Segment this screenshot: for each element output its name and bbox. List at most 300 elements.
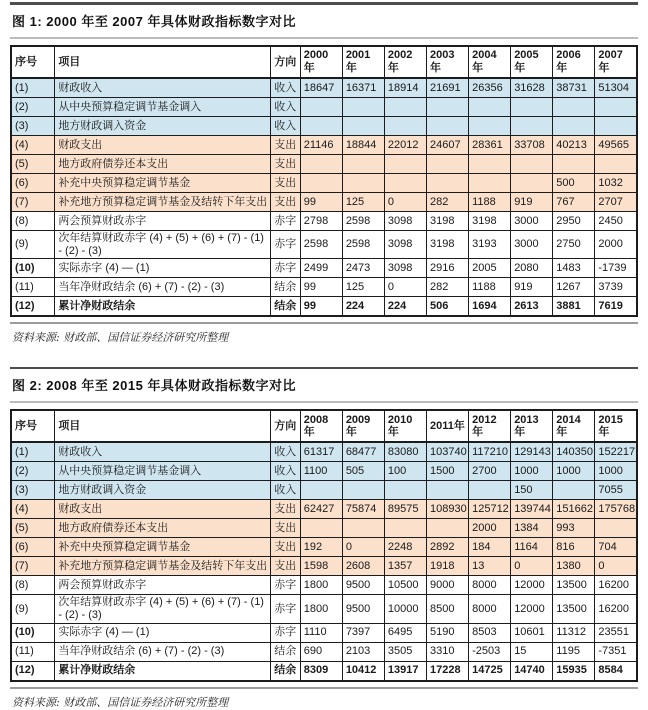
figure-2-source: 资料来源: 财政部、国信证券经济研究所整理 xyxy=(12,695,229,709)
value-cell: 6495 xyxy=(384,623,426,642)
figure-2-title: 图 2: 2008 年至 2015 年具体财政指标数字对比 xyxy=(12,378,296,394)
value-cell xyxy=(384,117,426,136)
value-cell: 3881 xyxy=(553,297,595,317)
value-cell: 7397 xyxy=(342,623,384,642)
value-cell: 767 xyxy=(553,193,595,212)
column-header: 2005年 xyxy=(511,46,553,78)
table-row xyxy=(11,212,637,231)
value-cell: 13500 xyxy=(553,576,595,595)
value-cell: 2080 xyxy=(511,259,553,278)
item-cell: 当年净财政结余 (6) + (7) - (2) - (3) xyxy=(55,278,271,297)
value-cell: 2598 xyxy=(342,231,384,259)
column-header: 2014年 xyxy=(553,410,595,442)
value-cell: 8000 xyxy=(469,595,511,623)
value-cell: 2000 xyxy=(595,231,637,259)
value-cell xyxy=(553,98,595,117)
item-cell: 实际赤字 (4) — (1) xyxy=(55,259,271,278)
value-cell: 9500 xyxy=(342,595,384,623)
value-cell: 117210 xyxy=(469,442,511,462)
value-cell xyxy=(384,174,426,193)
value-cell: 2700 xyxy=(469,462,511,481)
direction-cell: 支出 xyxy=(271,557,300,576)
seq-cell: (3) xyxy=(11,117,55,136)
item-cell: 补充地方预算稳定调节基金及结转下年支出 xyxy=(55,193,271,212)
value-cell: 993 xyxy=(553,519,595,538)
item-cell: 从中央预算稳定调节基金调入 xyxy=(55,98,271,117)
direction-cell: 收入 xyxy=(271,78,300,98)
value-cell: 2950 xyxy=(553,212,595,231)
value-cell: 26356 xyxy=(469,78,511,98)
value-cell xyxy=(384,481,426,500)
value-cell xyxy=(553,155,595,174)
value-cell: 2613 xyxy=(511,297,553,317)
column-header: 项目 xyxy=(55,410,271,442)
item-cell: 地方财政调入资金 xyxy=(55,481,271,500)
table-row xyxy=(11,259,637,278)
direction-cell: 收入 xyxy=(271,462,300,481)
seq-cell: (10) xyxy=(11,623,55,642)
direction-cell: 支出 xyxy=(271,193,300,212)
value-cell xyxy=(342,155,384,174)
value-cell xyxy=(427,117,469,136)
table-row xyxy=(11,136,637,155)
value-cell: 61317 xyxy=(300,442,342,462)
value-cell: 49565 xyxy=(595,136,637,155)
value-cell: 224 xyxy=(342,297,384,317)
seq-cell: (2) xyxy=(11,98,55,117)
direction-cell: 收入 xyxy=(271,481,300,500)
value-cell: 3505 xyxy=(384,642,426,661)
item-cell: 财政收入 xyxy=(55,78,271,98)
value-cell: 33708 xyxy=(511,136,553,155)
value-cell xyxy=(427,155,469,174)
table-row xyxy=(11,174,637,193)
value-cell: 2103 xyxy=(342,642,384,661)
value-cell: 38731 xyxy=(553,78,595,98)
item-cell: 累计净财政结余 xyxy=(55,297,271,317)
value-cell: 506 xyxy=(427,297,469,317)
item-cell: 两会预算财政赤字 xyxy=(55,576,271,595)
value-cell: 15935 xyxy=(553,661,595,681)
value-cell: 1598 xyxy=(300,557,342,576)
value-cell: 12000 xyxy=(511,595,553,623)
value-cell: 1483 xyxy=(553,259,595,278)
value-cell: 0 xyxy=(342,538,384,557)
direction-cell: 支出 xyxy=(271,174,300,193)
value-cell: 7055 xyxy=(595,481,637,500)
column-header: 2006年 xyxy=(553,46,595,78)
value-cell: 2450 xyxy=(595,212,637,231)
value-cell xyxy=(595,519,637,538)
value-cell: 1100 xyxy=(300,462,342,481)
value-cell: 0 xyxy=(384,278,426,297)
value-cell: 18647 xyxy=(300,78,342,98)
value-cell: 1694 xyxy=(469,297,511,317)
direction-cell: 赤字 xyxy=(271,259,300,278)
value-cell: 75874 xyxy=(342,500,384,519)
item-cell: 地方政府债券还本支出 xyxy=(55,155,271,174)
seq-cell: (4) xyxy=(11,500,55,519)
value-cell xyxy=(511,98,553,117)
table-row xyxy=(11,557,637,576)
value-cell: -2503 xyxy=(469,642,511,661)
column-header: 2007年 xyxy=(595,46,637,78)
direction-cell: 支出 xyxy=(271,519,300,538)
value-cell: 51304 xyxy=(595,78,637,98)
seq-cell: (5) xyxy=(11,519,55,538)
value-cell xyxy=(300,155,342,174)
value-cell: 1357 xyxy=(384,557,426,576)
figure-1-table xyxy=(10,45,638,317)
value-cell xyxy=(342,174,384,193)
value-cell: -1739 xyxy=(595,259,637,278)
value-cell: 0 xyxy=(595,557,637,576)
item-cell: 累计净财政结余 xyxy=(55,661,271,681)
seq-cell: (1) xyxy=(11,442,55,462)
value-cell: 2499 xyxy=(300,259,342,278)
seq-cell: (12) xyxy=(11,661,55,681)
value-cell: 13500 xyxy=(553,595,595,623)
figure-1-source: 资料来源: 财政部、国信证券经济研究所整理 xyxy=(12,331,229,345)
value-cell: 1164 xyxy=(511,538,553,557)
table-row xyxy=(11,297,637,317)
value-cell xyxy=(384,98,426,117)
column-header: 2013年 xyxy=(511,410,553,442)
value-cell: 152217 xyxy=(595,442,637,462)
table-row xyxy=(11,462,637,481)
direction-cell: 收入 xyxy=(271,442,300,462)
direction-cell: 结余 xyxy=(271,661,300,681)
value-cell: 103740 xyxy=(427,442,469,462)
seq-cell: (6) xyxy=(11,538,55,557)
value-cell: 99 xyxy=(300,193,342,212)
direction-cell: 支出 xyxy=(271,155,300,174)
value-cell: 14725 xyxy=(469,661,511,681)
value-cell: 1800 xyxy=(300,595,342,623)
value-cell: 2750 xyxy=(553,231,595,259)
value-cell: 3193 xyxy=(469,231,511,259)
table-row xyxy=(11,155,637,174)
figure-1-title: 图 1: 2000 年至 2007 年具体财政指标数字对比 xyxy=(12,14,296,29)
value-cell: 1800 xyxy=(300,576,342,595)
item-cell: 次年结算财政赤字 (4) + (5) + (6) + (7) - (1) - (2) - (3) xyxy=(55,595,271,623)
table-row xyxy=(11,519,637,538)
direction-cell: 赤字 xyxy=(271,212,300,231)
value-cell: 2000 xyxy=(469,519,511,538)
value-cell: 704 xyxy=(595,538,637,557)
value-cell: 151662 xyxy=(553,500,595,519)
value-cell: 224 xyxy=(384,297,426,317)
direction-cell: 赤字 xyxy=(271,595,300,623)
seq-cell: (7) xyxy=(11,193,55,212)
value-cell: 16200 xyxy=(595,595,637,623)
value-cell: 1500 xyxy=(427,462,469,481)
seq-cell: (12) xyxy=(11,297,55,317)
table-row xyxy=(11,278,637,297)
value-cell xyxy=(595,98,637,117)
value-cell: 1000 xyxy=(553,462,595,481)
column-header: 2011年 xyxy=(427,410,469,442)
table-row xyxy=(11,481,637,500)
value-cell: 12000 xyxy=(511,576,553,595)
value-cell xyxy=(553,481,595,500)
value-cell: 8309 xyxy=(300,661,342,681)
value-cell: 11312 xyxy=(553,623,595,642)
value-cell: 1188 xyxy=(469,278,511,297)
seq-cell: (6) xyxy=(11,174,55,193)
table-row xyxy=(11,576,637,595)
mid-divider xyxy=(10,367,638,369)
value-cell: 9500 xyxy=(342,576,384,595)
direction-cell: 支出 xyxy=(271,538,300,557)
figure-2-title-divider xyxy=(10,401,638,403)
value-cell: 2608 xyxy=(342,557,384,576)
value-cell: 2473 xyxy=(342,259,384,278)
column-header: 2000年 xyxy=(300,46,342,78)
value-cell: 1380 xyxy=(553,557,595,576)
value-cell: 2248 xyxy=(384,538,426,557)
value-cell: 108930 xyxy=(427,500,469,519)
item-cell: 财政支出 xyxy=(55,136,271,155)
value-cell: 5190 xyxy=(427,623,469,642)
value-cell: 816 xyxy=(553,538,595,557)
value-cell: 505 xyxy=(342,462,384,481)
value-cell: 18914 xyxy=(384,78,426,98)
value-cell: 1918 xyxy=(427,557,469,576)
column-header: 2008年 xyxy=(300,410,342,442)
value-cell: 3198 xyxy=(427,231,469,259)
value-cell: 7619 xyxy=(595,297,637,317)
value-cell: 2916 xyxy=(427,259,469,278)
value-cell xyxy=(427,98,469,117)
direction-cell: 结余 xyxy=(271,278,300,297)
value-cell: 8584 xyxy=(595,661,637,681)
value-cell: 13 xyxy=(469,557,511,576)
value-cell: 3198 xyxy=(469,212,511,231)
value-cell: 10500 xyxy=(384,576,426,595)
value-cell xyxy=(342,98,384,117)
value-cell: 8503 xyxy=(469,623,511,642)
value-cell: 3098 xyxy=(384,212,426,231)
value-cell: 919 xyxy=(511,193,553,212)
item-cell: 地方财政调入资金 xyxy=(55,117,271,136)
column-header: 2015年 xyxy=(595,410,637,442)
value-cell: 1032 xyxy=(595,174,637,193)
value-cell xyxy=(384,519,426,538)
value-cell: 129143 xyxy=(511,442,553,462)
value-cell: 21691 xyxy=(427,78,469,98)
value-cell xyxy=(511,155,553,174)
seq-cell: (4) xyxy=(11,136,55,155)
column-header: 2003年 xyxy=(427,46,469,78)
seq-cell: (2) xyxy=(11,462,55,481)
item-cell: 财政支出 xyxy=(55,500,271,519)
column-header: 2001年 xyxy=(342,46,384,78)
item-cell: 补充中央预算稳定调节基金 xyxy=(55,538,271,557)
item-cell: 两会预算财政赤字 xyxy=(55,212,271,231)
value-cell: 31628 xyxy=(511,78,553,98)
value-cell xyxy=(595,117,637,136)
table-row xyxy=(11,78,637,98)
value-cell: 1188 xyxy=(469,193,511,212)
value-cell: 1195 xyxy=(553,642,595,661)
value-cell: 192 xyxy=(300,538,342,557)
value-cell: 17228 xyxy=(427,661,469,681)
value-cell: 175768 xyxy=(595,500,637,519)
value-cell: 500 xyxy=(553,174,595,193)
value-cell: 3310 xyxy=(427,642,469,661)
seq-cell: (9) xyxy=(11,595,55,623)
value-cell: 40213 xyxy=(553,136,595,155)
value-cell: 690 xyxy=(300,642,342,661)
header-row xyxy=(11,410,637,442)
value-cell: 22012 xyxy=(384,136,426,155)
value-cell xyxy=(300,481,342,500)
value-cell: 99 xyxy=(300,278,342,297)
value-cell: 140350 xyxy=(553,442,595,462)
top-divider xyxy=(10,2,638,5)
seq-cell: (8) xyxy=(11,212,55,231)
value-cell: 282 xyxy=(427,278,469,297)
item-cell: 补充地方预算稳定调节基金及结转下年支出 xyxy=(55,557,271,576)
column-header: 2012年 xyxy=(469,410,511,442)
seq-cell: (11) xyxy=(11,278,55,297)
table-row xyxy=(11,231,637,259)
value-cell: 1000 xyxy=(511,462,553,481)
value-cell xyxy=(427,481,469,500)
value-cell: 10601 xyxy=(511,623,553,642)
value-cell xyxy=(469,481,511,500)
column-header: 2004年 xyxy=(469,46,511,78)
column-header: 方向 xyxy=(271,46,300,78)
value-cell: 125712 xyxy=(469,500,511,519)
value-cell: 28361 xyxy=(469,136,511,155)
column-header: 方向 xyxy=(271,410,300,442)
value-cell: 3739 xyxy=(595,278,637,297)
value-cell: 0 xyxy=(384,193,426,212)
value-cell: 21146 xyxy=(300,136,342,155)
value-cell: 3000 xyxy=(511,231,553,259)
item-cell: 从中央预算稳定调节基金调入 xyxy=(55,462,271,481)
value-cell xyxy=(469,117,511,136)
direction-cell: 支出 xyxy=(271,136,300,155)
value-cell: 1000 xyxy=(595,462,637,481)
report-page xyxy=(0,2,648,710)
seq-cell: (9) xyxy=(11,231,55,259)
value-cell: 62427 xyxy=(300,500,342,519)
direction-cell: 结余 xyxy=(271,642,300,661)
value-cell: 2707 xyxy=(595,193,637,212)
value-cell: 15 xyxy=(511,642,553,661)
column-header: 2010年 xyxy=(384,410,426,442)
value-cell: 8500 xyxy=(427,595,469,623)
value-cell xyxy=(511,117,553,136)
table-row xyxy=(11,500,637,519)
value-cell: 13917 xyxy=(384,661,426,681)
value-cell: 125 xyxy=(342,278,384,297)
value-cell: 1267 xyxy=(553,278,595,297)
value-cell: 0 xyxy=(511,557,553,576)
seq-cell: (11) xyxy=(11,642,55,661)
seq-cell: (10) xyxy=(11,259,55,278)
column-header: 2009年 xyxy=(342,410,384,442)
value-cell: 2005 xyxy=(469,259,511,278)
direction-cell: 赤字 xyxy=(271,576,300,595)
table-row xyxy=(11,595,637,623)
item-cell: 财政收入 xyxy=(55,442,271,462)
column-header: 序号 xyxy=(11,410,55,442)
direction-cell: 赤字 xyxy=(271,623,300,642)
table-row xyxy=(11,642,637,661)
value-cell: 18844 xyxy=(342,136,384,155)
value-cell: 2598 xyxy=(342,212,384,231)
value-cell xyxy=(300,98,342,117)
value-cell: 150 xyxy=(511,481,553,500)
value-cell: 1384 xyxy=(511,519,553,538)
figure-2-section xyxy=(10,367,638,709)
column-header: 序号 xyxy=(11,46,55,78)
value-cell xyxy=(342,519,384,538)
value-cell: 83080 xyxy=(384,442,426,462)
item-cell: 补充中央预算稳定调节基金 xyxy=(55,174,271,193)
item-cell: 地方政府债券还本支出 xyxy=(55,519,271,538)
table-row xyxy=(11,661,637,681)
column-header: 项目 xyxy=(55,46,271,78)
value-cell: 8000 xyxy=(469,576,511,595)
figure-2-table xyxy=(10,409,638,681)
column-header: 2002年 xyxy=(384,46,426,78)
figure-1-section xyxy=(10,2,638,345)
value-cell: 89575 xyxy=(384,500,426,519)
value-cell xyxy=(427,519,469,538)
value-cell: 2798 xyxy=(300,212,342,231)
direction-cell: 收入 xyxy=(271,117,300,136)
seq-cell: (5) xyxy=(11,155,55,174)
item-cell: 实际赤字 (4) — (1) xyxy=(55,623,271,642)
value-cell xyxy=(553,117,595,136)
value-cell: 139744 xyxy=(511,500,553,519)
value-cell xyxy=(342,481,384,500)
figure-2-table-divider xyxy=(10,687,638,689)
value-cell xyxy=(300,174,342,193)
value-cell: 16371 xyxy=(342,78,384,98)
value-cell xyxy=(342,117,384,136)
value-cell xyxy=(469,98,511,117)
table-row xyxy=(11,193,637,212)
value-cell: 184 xyxy=(469,538,511,557)
value-cell: 282 xyxy=(427,193,469,212)
value-cell: 9000 xyxy=(427,576,469,595)
value-cell: 1110 xyxy=(300,623,342,642)
value-cell: 68477 xyxy=(342,442,384,462)
value-cell: 3098 xyxy=(384,259,426,278)
value-cell: 99 xyxy=(300,297,342,317)
value-cell: 2892 xyxy=(427,538,469,557)
value-cell xyxy=(511,174,553,193)
value-cell xyxy=(469,155,511,174)
value-cell: 3198 xyxy=(427,212,469,231)
value-cell: 23551 xyxy=(595,623,637,642)
direction-cell: 支出 xyxy=(271,500,300,519)
table-row xyxy=(11,538,637,557)
seq-cell: (1) xyxy=(11,78,55,98)
seq-cell: (7) xyxy=(11,557,55,576)
value-cell: 10412 xyxy=(342,661,384,681)
value-cell: -7351 xyxy=(595,642,637,661)
value-cell: 3098 xyxy=(384,231,426,259)
value-cell xyxy=(384,155,426,174)
figure-1-table-divider xyxy=(10,322,638,324)
